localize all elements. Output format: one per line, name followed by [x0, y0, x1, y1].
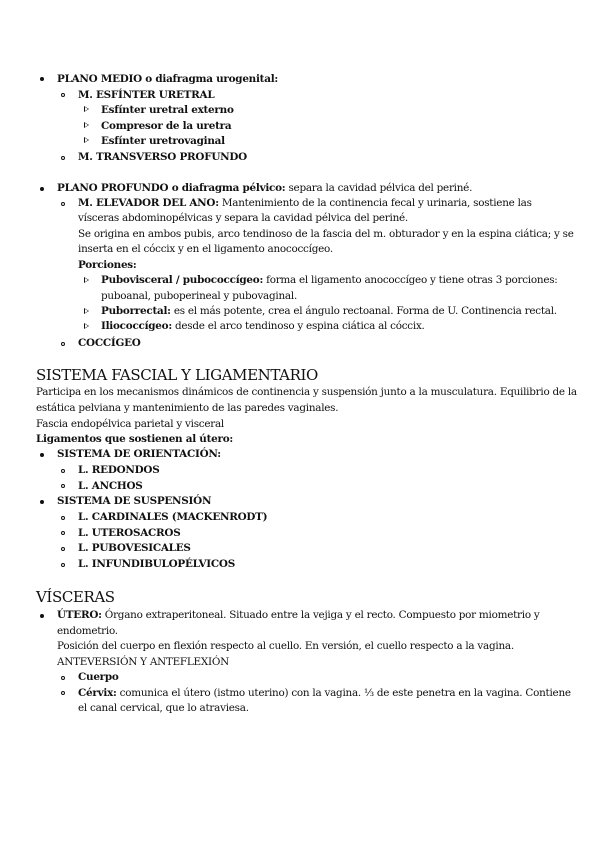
bullet-icon	[40, 187, 44, 191]
pubovisceral-line	[101, 273, 558, 287]
utero-desc: Órgano extraperitoneal. Situado entre la vejiga y el recto. Compuesto por miometrio y	[101, 609, 540, 621]
iliococcigeo-desc: desde el arco tendinoso y espina ciática al cóccix.	[171, 320, 425, 332]
bullet-icon	[40, 614, 44, 618]
elevador-heading: M. ELEVADOR DEL ANO:	[78, 197, 219, 209]
cervix-desc: comunica el útero (istmo uterino) con la vagina. ⅓ de este penetra en la vagina. Contiene	[116, 687, 571, 699]
plano-profundo-line	[57, 181, 472, 195]
ligamento-item: L. INFUNDIBULOPÉLVICOS	[78, 558, 235, 570]
circle-bullet-icon	[61, 676, 65, 680]
transverso-profundo: M. TRANSVERSO PROFUNDO	[78, 151, 247, 163]
sistema-suspension: SISTEMA DE SUSPENSIÓN	[57, 495, 212, 507]
coccigeo: COCCÍGEO	[78, 337, 141, 349]
sub-item: Esfínter uretral externo	[101, 104, 234, 116]
porciones-heading: Porciones:	[78, 259, 137, 271]
puborrectal-desc: es el más potente, crea el ángulo rectoanal. Forma de U. Continencia rectal.	[170, 305, 557, 317]
fascial-paragraph-line-1: Participa en los mecanismos dinámicos de continencia y suspensión junto a la musculatura. Equilibrio de la	[36, 386, 577, 398]
sistema-orientacion: SISTEMA DE ORIENTACIÓN:	[57, 448, 221, 460]
utero-line	[57, 608, 540, 622]
iliococcigeo-line	[101, 319, 425, 333]
ligamento-item: L. CARDINALES (MACKENRODT)	[78, 511, 268, 523]
circle-bullet-icon	[61, 563, 65, 567]
pubovisceral-desc: forma el ligamento anococcígeo y tiene otras 3 porciones:	[263, 274, 558, 286]
anteversion-line: ANTEVERSIÓN Y ANTEFLEXIÓN	[57, 656, 229, 668]
section-title-visceras: VÍSCERAS	[36, 588, 115, 606]
cervix-line	[78, 686, 571, 700]
circle-bullet-icon	[61, 93, 65, 97]
plano-medio-heading: PLANO MEDIO o diafragma urogenital:	[57, 73, 278, 85]
circle-bullet-icon	[61, 202, 65, 206]
triangle-bullet-icon	[84, 122, 89, 128]
circle-bullet-icon	[61, 342, 65, 346]
esfinter-uretral: M. ESFÍNTER URETRAL	[78, 89, 215, 101]
triangle-bullet-icon	[84, 323, 89, 329]
puborrectal-line	[101, 304, 557, 318]
triangle-bullet-icon	[84, 106, 89, 112]
plano-profundo-desc: separa la cavidad pélvica del periné.	[285, 182, 473, 194]
cervix-heading: Cérvix:	[78, 687, 117, 699]
iliococcigeo-heading: Iliococcígeo:	[101, 320, 172, 332]
circle-bullet-icon	[61, 516, 65, 520]
section-title-fascial: SISTEMA FASCIAL Y LIGAMENTARIO	[36, 366, 318, 384]
circle-bullet-icon	[61, 547, 65, 551]
triangle-bullet-icon	[84, 308, 89, 314]
elevador-line-2: vísceras abdominopélvicas y separa la cavidad pélvica del periné.	[78, 212, 408, 224]
bullet-icon	[40, 77, 44, 81]
elevador-line	[78, 196, 532, 210]
ligamento-item: L. PUBOVESICALES	[78, 542, 191, 554]
pubovisceral-line-2: puboanal, puboperineal y pubovaginal.	[101, 290, 297, 302]
puborrectal-heading: Puborrectal:	[101, 305, 171, 317]
origen-line-2: inserta en el cóccix y en el ligamento anococcígeo.	[78, 243, 333, 255]
circle-bullet-icon	[61, 156, 65, 160]
circle-bullet-icon	[61, 691, 65, 695]
ligamentos-heading: Ligamentos que sostienen al útero:	[36, 433, 233, 445]
bullet-icon	[40, 500, 44, 504]
triangle-bullet-icon	[84, 277, 89, 283]
triangle-bullet-icon	[84, 137, 89, 143]
cuerpo-item: Cuerpo	[78, 671, 119, 683]
utero-line-2: endometrio.	[57, 625, 118, 637]
sub-item: Compresor de la uretra	[101, 120, 232, 132]
bullet-icon	[40, 453, 44, 457]
ligamento-item: L. ANCHOS	[78, 480, 143, 492]
pubovisceral-heading: Pubovisceral / pubococcígeo:	[101, 274, 264, 286]
circle-bullet-icon	[61, 531, 65, 535]
cervix-line-2: el canal cervical, que lo atraviesa.	[78, 702, 249, 714]
utero-heading: ÚTERO:	[57, 609, 102, 621]
posicion-line: Posición del cuerpo en flexión respecto al cuello. En versión, el cuello respecto a la vagina.	[57, 640, 514, 652]
plano-profundo-heading: PLANO PROFUNDO o diafragma pélvico:	[57, 182, 286, 194]
sub-item: Esfínter uretrovaginal	[101, 135, 225, 147]
fascia-endopelvica: Fascia endopélvica parietal y visceral	[36, 418, 224, 430]
ligamento-item: L. REDONDOS	[78, 464, 160, 476]
circle-bullet-icon	[61, 469, 65, 473]
fascial-paragraph-line-2: estática pelviana y mantenimiento de las paredes vaginales.	[36, 402, 339, 414]
elevador-desc: Mantenimiento de la continencia fecal y urinaria, sostiene las	[218, 197, 532, 209]
ligamento-item: L. UTEROSACROS	[78, 527, 181, 539]
origen-line-1: Se origina en ambos pubis, arco tendinoso de la fascia del m. obturador y en la espina ciática; y se	[78, 228, 574, 240]
circle-bullet-icon	[61, 484, 65, 488]
